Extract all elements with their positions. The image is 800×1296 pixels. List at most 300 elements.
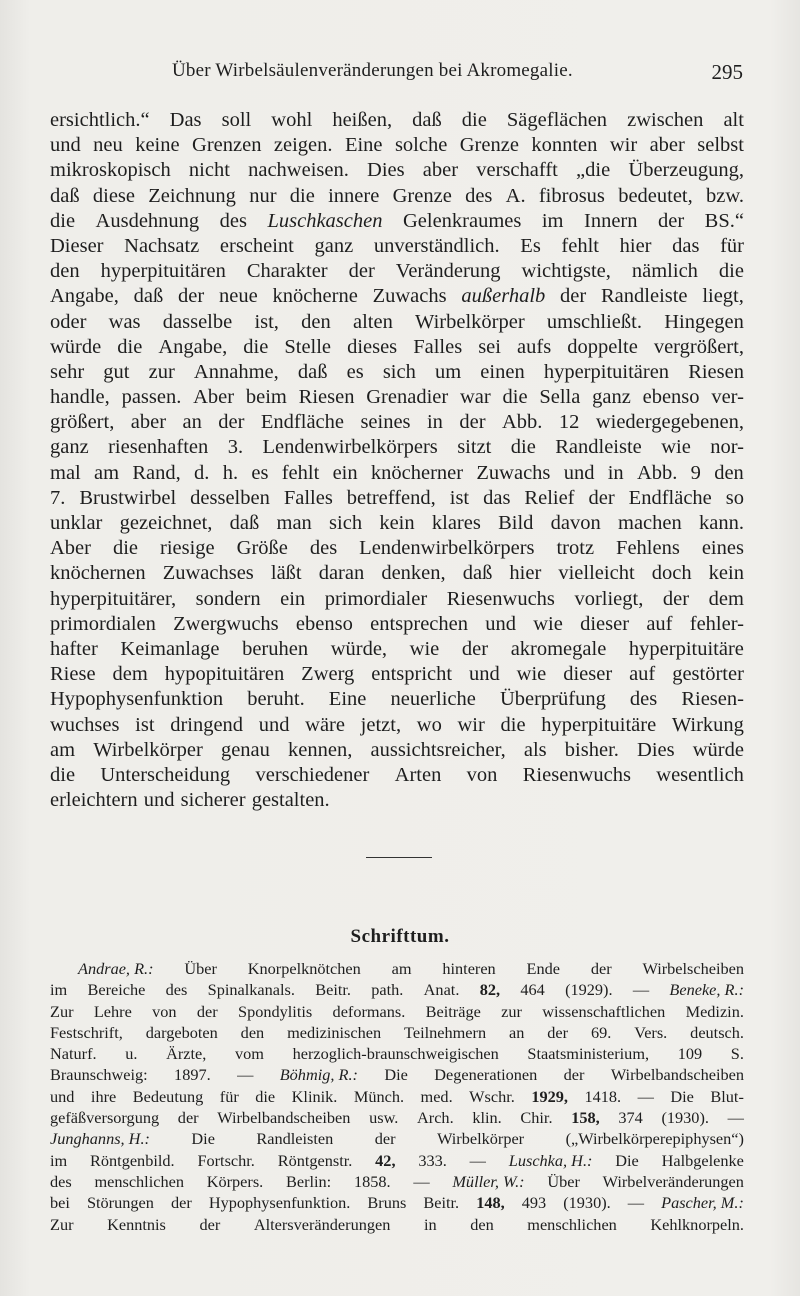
reference-word: Anat. [423, 980, 460, 1000]
body-word: Innern [584, 209, 638, 232]
body-word: solche [394, 134, 448, 157]
body-word: bisher. [564, 738, 619, 761]
reference-word: Spondylitis [238, 1001, 313, 1021]
reference-word: medizinischen [287, 1022, 382, 1042]
body-word: hafter [50, 637, 98, 660]
reference-word: Altersveränderungen [253, 1214, 391, 1234]
body-word: den [50, 260, 80, 283]
body-word: würde, [330, 637, 388, 660]
body-word: Gelenkraumes [402, 209, 522, 232]
body-word: gut [103, 360, 130, 383]
body-word: wie [533, 612, 563, 635]
reference-word: Münch. [353, 1086, 405, 1106]
body-word: Arten [394, 763, 442, 786]
body-word: wohl [271, 109, 313, 131]
body-word: nämlich [631, 260, 698, 283]
reference-word: Wirbelscheiben [642, 959, 744, 978]
reference-line [50, 1214, 744, 1235]
reference-word: in [423, 1214, 437, 1234]
body-word: vergrößert, [653, 335, 744, 358]
body-word: dringend [170, 713, 244, 736]
body-line [50, 738, 744, 763]
reference-word: („Wirbelkörperepiphysen“) [565, 1129, 744, 1149]
body-word: sondern [195, 587, 261, 610]
body-line [50, 461, 744, 486]
reference-word: S. [730, 1044, 744, 1064]
body-word: nachweisen. [248, 159, 349, 182]
body-word: des [219, 209, 247, 232]
body-word: Es [520, 234, 541, 257]
body-word: bedeutet, [618, 184, 693, 207]
body-word: daß [50, 184, 80, 207]
body-word: Sella [539, 386, 581, 409]
body-line [50, 587, 744, 612]
body-word: Angabe, [158, 335, 228, 358]
body-word: Brustwirbel [79, 486, 177, 509]
body-word: Stelle [284, 335, 332, 358]
reference-word: Arch. [417, 1108, 454, 1128]
body-word: ver- [711, 386, 744, 409]
reference-word: 1929, [531, 1086, 568, 1106]
body-word: Unterscheidung [100, 763, 231, 786]
body-word: Sägeflächen [506, 109, 608, 131]
body-line [50, 108, 744, 133]
reference-word: — [727, 1108, 744, 1128]
body-line [50, 511, 744, 536]
body-word: Wirbelkörper [415, 310, 525, 333]
reference-word: Ende [526, 959, 560, 978]
body-word: Wirbelkörper [93, 738, 203, 761]
body-word: sich [329, 512, 363, 534]
body-word: Zwerg [301, 663, 355, 686]
body-word: Nachsatz [124, 234, 200, 257]
body-word: Abb. [636, 461, 678, 484]
body-word: kein [379, 512, 415, 534]
section-divider [366, 857, 432, 858]
reference-word: — [469, 1150, 486, 1170]
body-word: die [243, 335, 269, 358]
reference-word: für [219, 1086, 239, 1106]
body-word: Aber [50, 537, 91, 560]
reference-word: Die [191, 1129, 215, 1149]
body-word: passen. [121, 386, 182, 409]
body-word: Riesen [298, 386, 355, 409]
body-word: trotz [556, 537, 595, 560]
body-word: dieses [347, 335, 398, 358]
reference-word: deutsch. [690, 1022, 744, 1042]
body-word: ganz [50, 436, 89, 459]
body-word: Fehlens [616, 537, 680, 560]
body-word: sich [382, 360, 416, 383]
body-word: fehlt [561, 234, 599, 257]
reference-word: des [50, 1171, 72, 1191]
reference-word: 464 [520, 980, 545, 1000]
body-word: neu [93, 134, 123, 157]
body-word: nicht [188, 159, 230, 182]
body-word: primordialer [324, 587, 428, 610]
reference-word: 82, [479, 980, 501, 1000]
reference-line [50, 1107, 744, 1128]
reference-word: Über [547, 1171, 580, 1191]
body-word: der [588, 486, 615, 509]
reference-word: Lehre [93, 1001, 132, 1021]
reference-word: dargeboten [145, 1022, 218, 1042]
reference-word: der [374, 1129, 396, 1149]
body-word: größert, [50, 411, 115, 434]
body-word: kennen, [288, 738, 353, 761]
reference-word: 148, [476, 1193, 505, 1213]
reference-word: Wirbelbandscheiben [610, 1065, 744, 1085]
reference-word: 158, [571, 1108, 600, 1128]
body-word: selbst [697, 134, 744, 157]
body-word: des [629, 688, 658, 711]
reference-word: — [413, 1171, 430, 1191]
body-word: würde [692, 738, 744, 761]
body-word: vielleicht [558, 562, 635, 585]
reference-word: des [165, 980, 188, 1000]
body-word: hyperpituitäre [541, 713, 657, 736]
reference-word: der [170, 1193, 192, 1213]
body-word: Riesenwuchs [446, 587, 555, 610]
reference-word: der [199, 1214, 221, 1234]
body-line [50, 335, 744, 360]
body-word: betreffend, [346, 486, 436, 509]
page-number: 295 [711, 60, 743, 84]
body-word: Eine [328, 688, 367, 711]
body-word: 7. [50, 486, 66, 509]
body-word: in [607, 461, 624, 484]
body-word: daß [462, 562, 493, 585]
body-word: handle, [50, 386, 110, 409]
body-word: in [426, 411, 443, 434]
reference-word: — [637, 1086, 654, 1106]
body-line [50, 158, 744, 183]
body-word: Zwergwuchs [173, 612, 279, 635]
body-word: 9 [690, 461, 701, 484]
reference-word: med. [420, 1086, 453, 1106]
body-word: einen [480, 360, 525, 383]
reference-author: Pascher, M.: [661, 1193, 744, 1213]
reference-word: gefäßversorgung [50, 1108, 160, 1128]
body-word: kein [708, 562, 744, 585]
body-word: verschafft [476, 159, 558, 182]
body-word: mal [50, 461, 81, 484]
body-word: Wirkung [671, 713, 744, 736]
body-word: auf [646, 612, 673, 635]
reference-word: den [470, 1214, 494, 1234]
body-word: kann. [699, 512, 744, 534]
body-word: daß [229, 512, 260, 534]
body-word: ebenso [295, 612, 353, 635]
reference-word: klin. [472, 1108, 502, 1128]
body-word: zwischen [627, 109, 704, 131]
body-word: denken, [381, 562, 446, 585]
reference-word: Ärzte, [166, 1044, 207, 1064]
body-word: dem [708, 587, 744, 610]
body-word: und [485, 612, 516, 635]
body-word: wesentlich [656, 763, 744, 786]
body-word: aber [649, 134, 685, 157]
body-word: Aber [193, 386, 235, 409]
body-word: konnten [531, 134, 598, 157]
reference-word: Zur [50, 1214, 74, 1234]
reference-word: Naturf. [50, 1044, 97, 1064]
body-word: die [510, 436, 536, 459]
body-word: was [108, 310, 141, 333]
reference-word: Teilnehmern [404, 1022, 487, 1042]
body-word: der [662, 587, 690, 610]
body-word: am [50, 738, 76, 761]
body-word: erleichtern [50, 789, 138, 812]
reference-word: Über [184, 959, 217, 978]
body-word: das [672, 234, 700, 257]
body-word: h. [222, 461, 239, 484]
body-word: Keimanlage [120, 637, 220, 660]
body-word: knöcherner [370, 461, 464, 484]
body-word: und [50, 134, 81, 157]
body-word: Zuwachs [372, 285, 447, 308]
body-word: als [523, 738, 547, 761]
reference-word: Spinalkanals. [207, 980, 295, 1000]
body-word: die [50, 209, 76, 232]
body-word: fehler- [689, 612, 744, 635]
body-word: Luschkaschen [267, 209, 383, 232]
body-word: jetzt, [360, 713, 402, 736]
reference-author: Junghanns, H.: [50, 1129, 150, 1149]
body-word: läßt [270, 562, 302, 585]
reference-word: herzoglich-braunschweigischen [292, 1044, 499, 1064]
body-word: an [182, 411, 202, 434]
body-word: Überprüfung [499, 688, 606, 711]
body-word: Zeichnung [148, 184, 236, 207]
body-word: und [563, 461, 595, 484]
body-word: Das [169, 109, 202, 131]
reference-author: Böhmig, R.: [279, 1065, 358, 1085]
reference-author: Luschka, H.: [508, 1150, 593, 1170]
reference-word: Kenntnis [107, 1214, 166, 1234]
body-word: BS.“ [704, 209, 744, 232]
body-word: Randleiste [601, 285, 688, 308]
body-word: daran [318, 562, 365, 585]
reference-word: der [590, 959, 612, 978]
body-word: davon [550, 512, 601, 534]
body-word: Grenadier [366, 386, 449, 409]
body-word: machen [618, 512, 682, 534]
reference-word: 333. [418, 1150, 447, 1170]
body-word: nor- [710, 436, 744, 459]
body-word: aufs [517, 335, 552, 358]
body-word: ersichtlich.“ [50, 109, 150, 131]
body-word: hyperpituitärer, [50, 587, 177, 610]
reference-word: path. [371, 980, 404, 1000]
reference-word: 109 [677, 1044, 703, 1064]
body-word: doch [651, 562, 692, 585]
reference-line [50, 1022, 744, 1043]
reference-line [50, 1192, 744, 1213]
body-word: auf [629, 663, 656, 686]
body-word: hyperpituitären [543, 360, 670, 383]
body-word: wie [661, 436, 691, 459]
body-word: beim [245, 386, 287, 409]
body-word: unverständlich. [373, 234, 500, 257]
reference-word: 69. [590, 1022, 612, 1042]
reference-word: Bedeutung [132, 1086, 204, 1106]
body-word: Dieser [50, 234, 104, 257]
body-word: die [500, 713, 526, 736]
body-line [50, 259, 744, 284]
body-word: dieser [563, 663, 613, 686]
reference-word: — [627, 1193, 645, 1213]
body-word: wichtigste, [521, 260, 611, 283]
reference-author: Müller, W.: [452, 1171, 525, 1191]
body-word: wie [409, 637, 440, 660]
body-word: war [459, 386, 491, 409]
body-word: so [725, 486, 744, 509]
reference-word: (1930). [563, 1193, 611, 1213]
body-word: der [348, 260, 375, 283]
body-word: wir [457, 713, 485, 736]
reference-word: deformans. [332, 1001, 406, 1021]
body-word: umschließt. [546, 310, 642, 333]
reference-word: Wirbelkörper [437, 1129, 525, 1149]
body-word: innere [328, 184, 380, 207]
reference-word: Chir. [520, 1108, 553, 1128]
body-word: aber [130, 411, 167, 434]
reference-line [50, 1043, 744, 1064]
body-word: unklar [50, 512, 103, 534]
body-word: daß [297, 360, 328, 383]
body-word: „die [576, 159, 611, 182]
reference-word: Beitr. [423, 1193, 460, 1213]
body-word: sitzt [457, 436, 492, 459]
running-head [172, 60, 762, 90]
reference-word: 42, [375, 1150, 396, 1170]
body-word: Hingegen [664, 310, 744, 333]
reference-word: der [563, 1065, 585, 1085]
body-word: des [309, 537, 338, 560]
body-line [50, 234, 744, 259]
body-word: ist [135, 713, 155, 736]
reference-word: Vers. [634, 1022, 668, 1042]
reference-word: usw. [369, 1108, 399, 1128]
body-word: Grenze [459, 134, 519, 157]
body-line [50, 410, 744, 435]
body-word: aber [422, 159, 459, 182]
body-word: neuerliche [390, 688, 476, 711]
reference-word: wissenschaftlichen [542, 1001, 666, 1021]
body-word: um [434, 360, 462, 383]
body-line [50, 536, 744, 561]
body-line [50, 360, 744, 385]
body-word: wie [516, 663, 547, 686]
body-word: Relief [524, 486, 575, 509]
body-word: es [346, 360, 364, 383]
body-line [50, 486, 744, 511]
body-word: wir [609, 134, 638, 157]
body-word: erscheint [219, 234, 294, 257]
body-word: dieser [580, 612, 630, 635]
body-word: heißen, [332, 109, 393, 131]
body-word: primordialen [50, 612, 156, 635]
body-word: hyperpituitäre [628, 637, 744, 660]
body-word: Angabe, [50, 285, 119, 308]
body-word: Riese [50, 663, 96, 686]
reference-word: Hypophysenfunktion. [208, 1193, 351, 1213]
body-word: sei [478, 335, 501, 358]
reference-line [50, 1150, 744, 1171]
reference-line [50, 1064, 744, 1085]
reference-word: Bruns [367, 1193, 407, 1213]
reference-word: Röntgenbild. [90, 1150, 175, 1170]
reference-word: 374 [618, 1108, 643, 1128]
body-word: Rand, [132, 461, 181, 484]
reference-word: Randleisten [256, 1129, 334, 1149]
body-word: fibrosus [538, 184, 605, 207]
body-word: und [143, 789, 175, 812]
body-word: von [466, 763, 498, 786]
body-word: Lendenwirbelkörpers [359, 537, 535, 560]
body-word: außerhalb [461, 285, 546, 308]
body-word: knöchernen [50, 562, 146, 585]
body-word: alt [723, 109, 744, 131]
reference-word: zur [501, 1001, 522, 1021]
reference-word: (1930). [661, 1108, 709, 1128]
body-word: die [289, 184, 315, 207]
body-word: zeigen. [273, 134, 333, 157]
reference-word: Degenerationen [434, 1065, 538, 1085]
body-word: hier [619, 234, 652, 257]
body-word: daß [133, 285, 164, 308]
body-word: seines [360, 411, 411, 434]
body-word: Veränderung [395, 260, 501, 283]
body-line [50, 284, 744, 309]
body-word: Riesen- [681, 688, 744, 711]
reference-word: Röntgenstr. [277, 1150, 353, 1170]
body-word: 12 [558, 411, 580, 434]
reference-word: — [237, 1065, 254, 1085]
body-word: klares [431, 512, 481, 534]
reference-word: — [632, 980, 650, 1000]
body-word: alten [352, 310, 393, 333]
reference-word: Halbgelenke [661, 1150, 744, 1170]
reference-word: 1897. [174, 1065, 211, 1085]
body-word: die [117, 335, 143, 358]
body-word: am [94, 461, 120, 484]
body-line [50, 310, 744, 335]
body-word: knöcherne [272, 285, 358, 308]
body-word: Endfläche [260, 411, 344, 434]
reference-word: Braunschweig: [50, 1065, 148, 1085]
body-word: Größe [236, 537, 288, 560]
body-line [50, 209, 744, 234]
body-line [50, 662, 744, 687]
reference-author: Andrae, R.: [78, 959, 154, 978]
reference-word: Wirbelveränderungen [602, 1171, 744, 1191]
body-word: hypopituitären [164, 663, 285, 686]
body-word: der [218, 411, 245, 434]
body-word: beruhen [242, 637, 309, 660]
body-word: vorliegt, [574, 587, 644, 610]
reference-word: u. [125, 1044, 138, 1064]
reference-word: der [547, 1022, 569, 1042]
body-word: Randleiste [555, 436, 642, 459]
body-word: den [714, 461, 744, 484]
body-word: gestalten. [251, 789, 330, 812]
body-word: der [459, 411, 486, 434]
reference-word: Beitr. [315, 980, 351, 1000]
body-word: Grenzen [192, 134, 262, 157]
body-word: hyperpituitären [100, 260, 226, 283]
